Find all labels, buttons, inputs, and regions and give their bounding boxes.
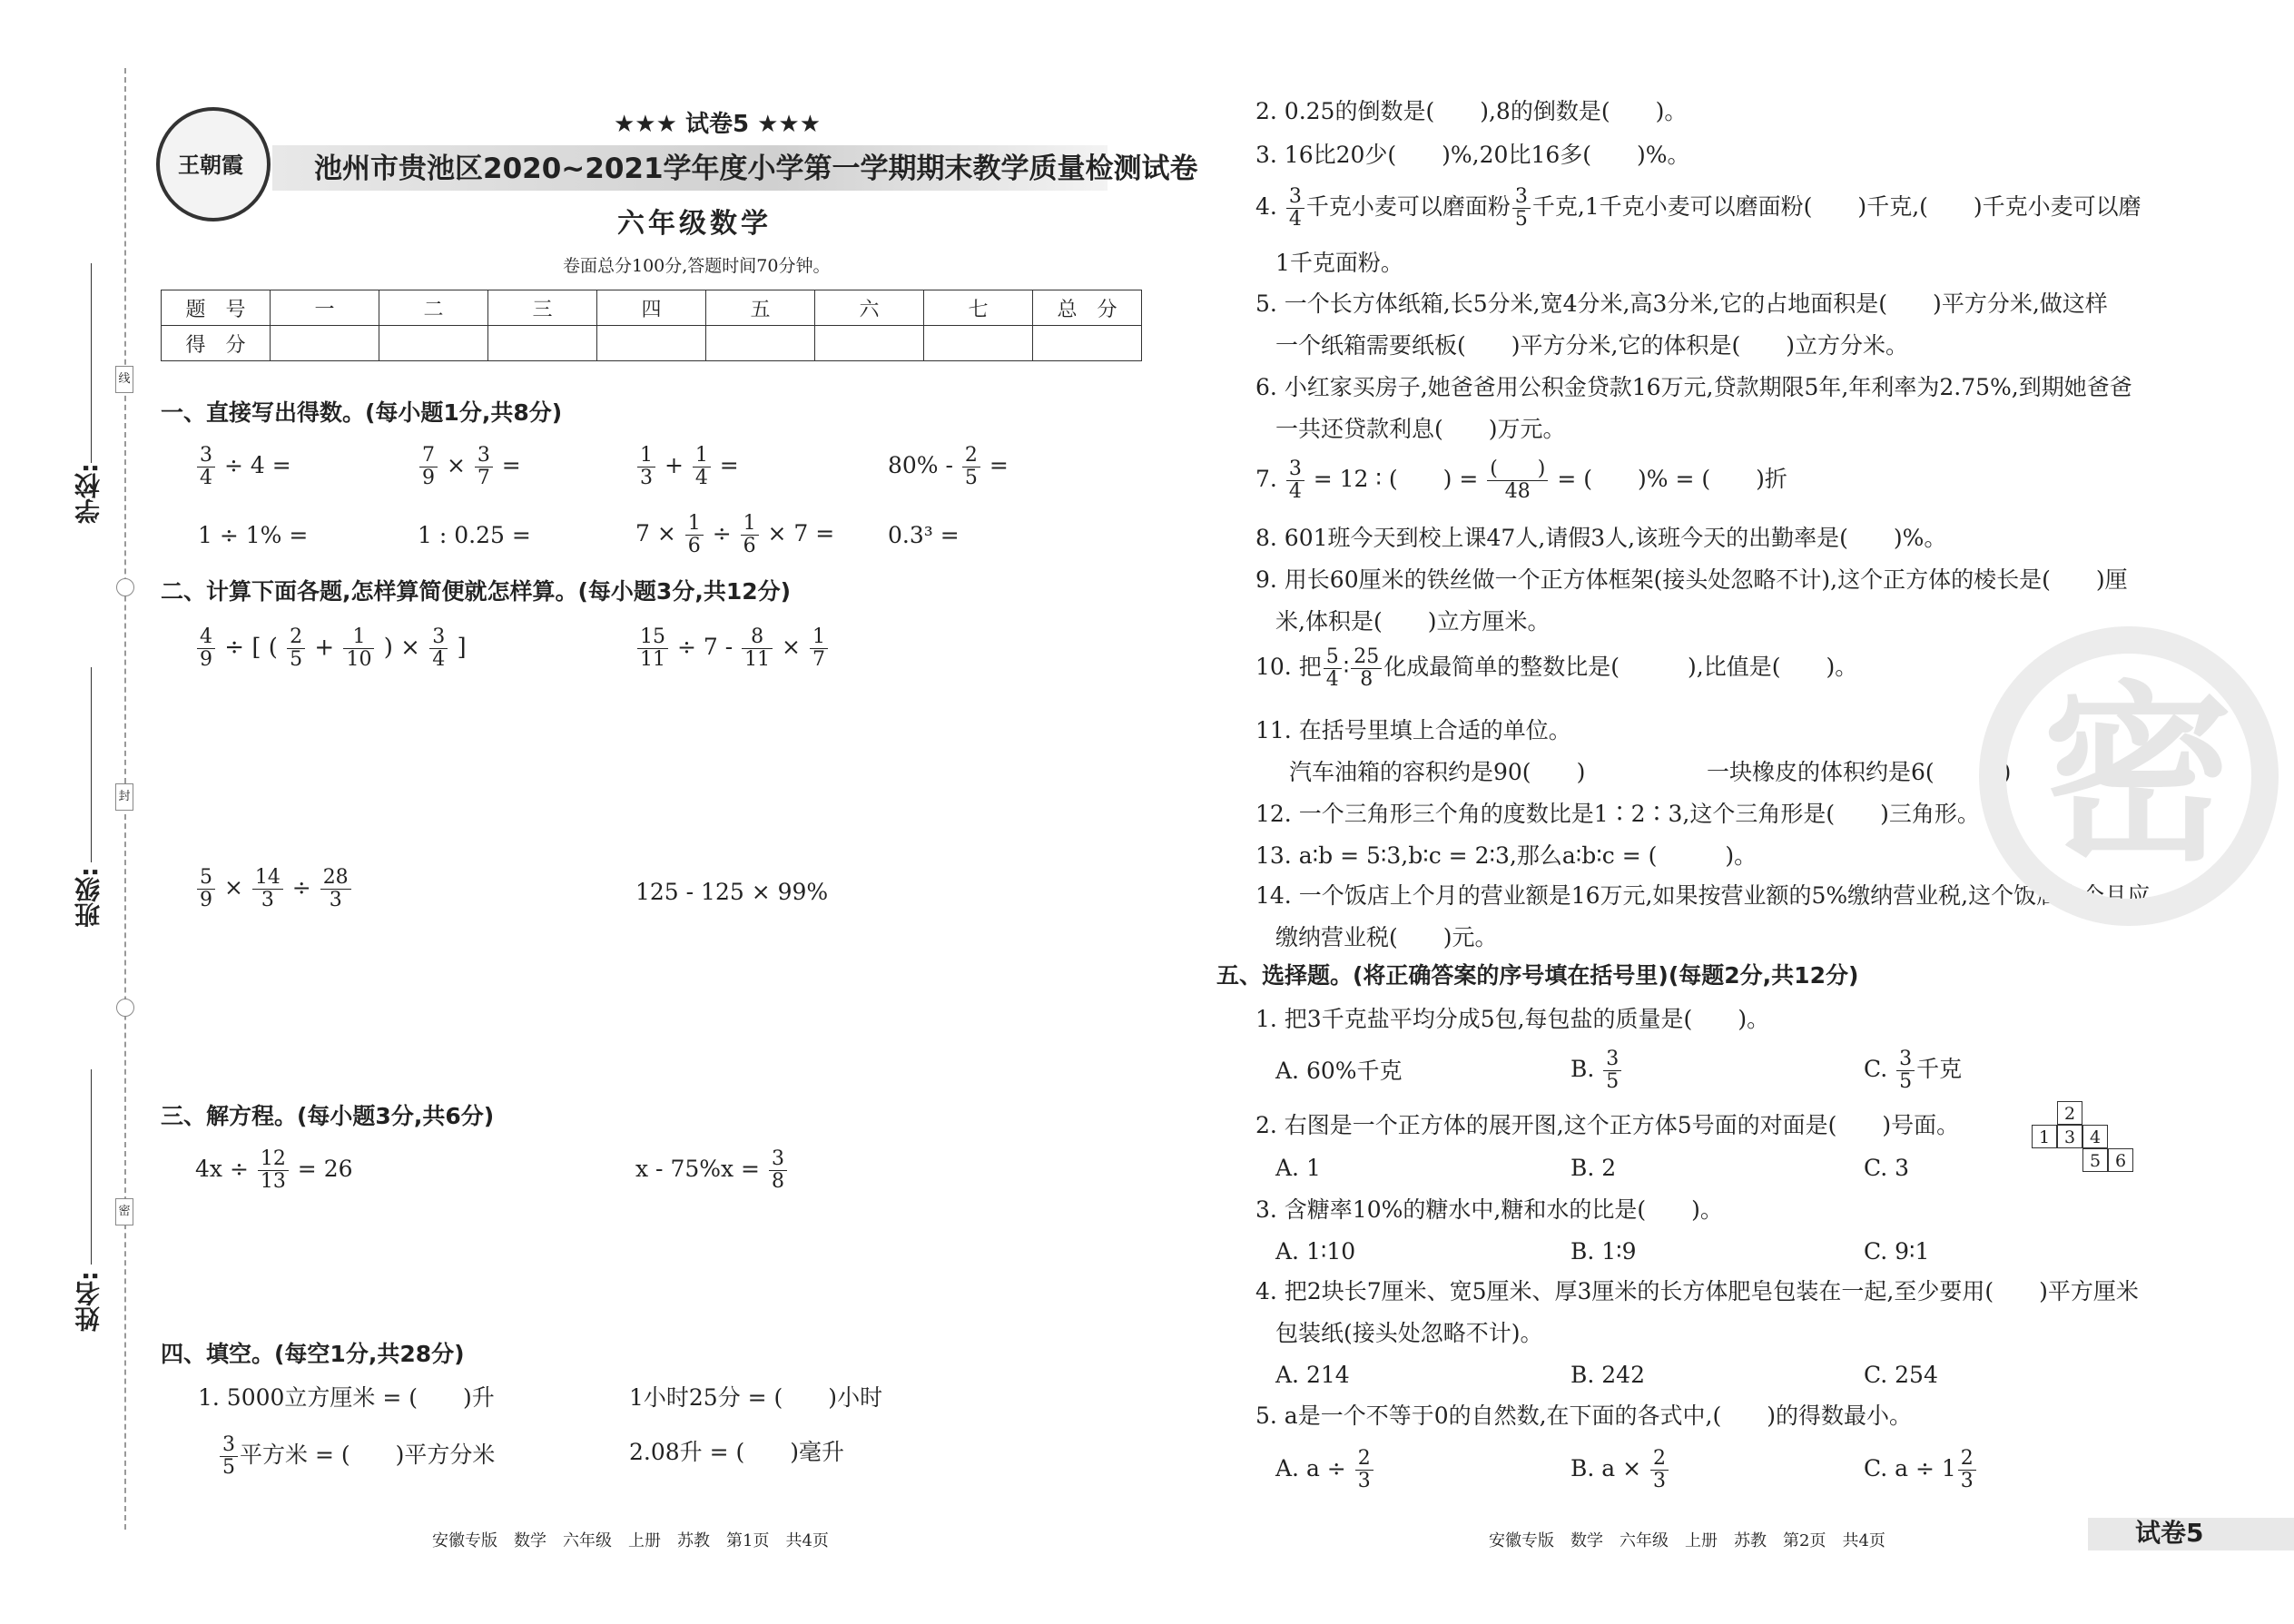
fill-item: 6. 小红家买房子,她爸爸用公积金贷款16万元,贷款期限5年,年利率为2.75%,到期她爸爸 <box>1255 374 2132 400</box>
fill-item: 13. a∶b = 5∶3,b∶c = 2∶3,那么a∶b∶c = ( )。 <box>1255 842 1757 869</box>
choice-option[interactable]: B. 1∶9 <box>1570 1238 1637 1265</box>
fill-item-text: 平方米 = ( )平方分米 <box>240 1442 496 1468</box>
page-footer-left: 安徽专版 数学 六年级 上册 苏教 第1页 共4页 <box>432 1531 829 1550</box>
school-label: 学校: <box>74 463 103 525</box>
score-table <box>161 290 1142 361</box>
choice-option[interactable]: A. 214 <box>1275 1362 1350 1388</box>
choice-question: 3. 含糖率10%的糖水中,糖和水的比是( )。 <box>1255 1196 1723 1223</box>
section-1-title: 一、直接写出得数。(每小题1分,共8分) <box>161 399 563 426</box>
score-cell[interactable] <box>271 326 379 361</box>
section-5-title: 五、选择题。(将正确答案的序号填在括号里)(每题2分,共12分) <box>1216 962 1859 989</box>
section-4-title: 四、填空。(每空1分,共28分) <box>161 1341 465 1367</box>
exam-title: 池州市贵池区2020~2021学年度小学第一学期期末教学质量检测试卷 <box>314 153 1198 185</box>
choice-question: 1. 把3千克盐平均分成5包,每包盐的质量是( )。 <box>1255 1006 1770 1032</box>
calc-item: $\frac{7}{9}$ × $\frac{3}{7}$ = <box>418 445 521 489</box>
score-cell[interactable] <box>488 326 597 361</box>
score-header: 四 <box>597 290 706 326</box>
class-line <box>91 667 92 862</box>
fill-item: $\frac{3}{5}$ 平方米 = ( )平方分米 <box>218 1434 495 1479</box>
equation-item: 4x ÷ $\frac{12}{13}$ = 26 <box>195 1147 353 1193</box>
fill-item: 2.08升 = ( )毫升 <box>629 1439 845 1465</box>
fill-item: 2. 0.25的倒数是( ),8的倒数是( )。 <box>1255 98 1688 124</box>
choice-question: 5. a是一个不等于0的自然数,在下面的各式中,( )的得数最小。 <box>1255 1403 1913 1429</box>
cube-face: 3 <box>2057 1125 2082 1148</box>
score-cell[interactable] <box>924 326 1033 361</box>
choice-option[interactable]: C. 254 <box>1864 1362 1938 1388</box>
page-footer-right: 安徽专版 数学 六年级 上册 苏教 第2页 共4页 <box>1489 1531 1885 1550</box>
score-header: 总 分 <box>1033 290 1142 326</box>
choice-option[interactable]: A. 1 <box>1275 1155 1321 1181</box>
fill-item: 一个纸箱需要纸板( )平方分米,它的体积是( )立方分米。 <box>1275 332 1908 359</box>
fill-item: 4. $\frac{3}{4}$ 千克小麦可以磨面粉 $\frac{3}{5}$ 千克,1千克小麦可以磨面粉( )千克,( )千克小麦可以磨 <box>1255 185 2141 231</box>
calc-item: 1 ÷ 1% = <box>198 522 309 548</box>
fill-item: 7. $\frac{3}{4}$ = 12 ∶ ( ) = ( ) 48 = ( )% = ( )折 <box>1255 458 1787 503</box>
calc-item: 7 × $\frac{1}{6}$ ÷ $\frac{1}{6}$ × 7 = <box>635 512 835 557</box>
score-cell[interactable] <box>1033 326 1142 361</box>
name-label: 姓名: <box>74 1271 103 1333</box>
fill-item: 1小时25分 = ( )小时 <box>629 1384 883 1411</box>
score-header: 五 <box>706 290 815 326</box>
cube-face: 2 <box>2057 1101 2082 1125</box>
subject-title: 六年级数学 <box>617 208 772 240</box>
fill-item: 一块橡皮的体积约是6( ) <box>1707 759 2012 785</box>
fill-item: 米,体积是( )立方厘米。 <box>1275 608 1551 635</box>
score-header: 二 <box>379 290 488 326</box>
choice-option[interactable]: B. $\frac{3}{5}$ <box>1570 1048 1623 1093</box>
score-header: 七 <box>924 290 1033 326</box>
calc-item: $\frac{1}{3}$ + $\frac{1}{4}$ = <box>635 445 739 489</box>
choice-option[interactable]: B. a × $\frac{2}{3}$ <box>1570 1448 1670 1492</box>
choice-option[interactable]: C. 9∶1 <box>1864 1238 1930 1265</box>
fill-item: 1. 5000立方厘米 = ( )升 <box>198 1384 495 1411</box>
choice-question: 包装纸(接头处忽略不计)。 <box>1275 1320 1543 1346</box>
fill-item: 9. 用长60厘米的铁丝做一个正方体框架(接头处忽略不计),这个正方体的棱长是( )厘 <box>1255 566 2128 593</box>
cube-face: 1 <box>2032 1125 2057 1148</box>
binding-mark-secret: 密 <box>115 1198 133 1225</box>
fill-item: 5. 一个长方体纸箱,长5分米,宽4分米,高3分米,它的占地面积是( )平方分米,做这样 <box>1255 290 2108 317</box>
choice-question: 4. 把2块长7厘米、宽5厘米、厚3厘米的长方体肥皂包装在一起,至少要用( )平方厘米 <box>1255 1278 2139 1304</box>
fill-item: 8. 601班今天到校上课47人,请假3人,该班今天的出勤率是( )%。 <box>1255 525 1947 551</box>
footer-tag: 试卷5 <box>2135 1518 2204 1548</box>
choice-option[interactable]: A. 60%千克 <box>1275 1058 1403 1084</box>
section-3-title: 三、解方程。(每小题3分,共6分) <box>161 1103 495 1129</box>
calc-item: 80% - $\frac{2}{5}$ = <box>888 444 1009 489</box>
calc-item: 125 - 125 × 99% <box>635 879 829 905</box>
choice-question: 2. 右图是一个正方体的展开图,这个正方体5号面的对面是( )号面。 <box>1255 1112 1960 1138</box>
equation-item: x - 75%x = $\frac{3}{8}$ <box>635 1148 789 1193</box>
cube-face: 5 <box>2082 1148 2108 1172</box>
fill-item: 3. 16比20少( )%,20比16多( )%。 <box>1255 142 1690 168</box>
calc-item: $\frac{15}{11}$ ÷ 7 - $\frac{8}{11}$ × $\frac{1}{7}$ <box>635 626 830 671</box>
exam-info: 卷面总分100分,答题时间70分钟。 <box>563 256 831 276</box>
choice-option[interactable]: C. $\frac{3}{5}$ 千克 <box>1864 1048 1963 1093</box>
section-2-title: 二、计算下面各题,怎样算简便就怎样算。(每小题3分,共12分) <box>161 578 792 605</box>
score-header: 三 <box>488 290 597 326</box>
fill-item: 1千克面粉。 <box>1275 250 1403 276</box>
calc-item: $\frac{4}{9}$ ÷ [ ( $\frac{2}{5}$ + $\frac{1}{10}$ ) × $\frac{3}{4}$ ] <box>195 626 467 671</box>
choice-option[interactable]: C. a ÷ 1 $\frac{2}{3}$ <box>1864 1448 1978 1492</box>
class-label: 班级: <box>74 867 103 929</box>
fill-item: 14. 一个饭店上个月的营业额是16万元,如果按营业额的5%缴纳营业税,这个饭店上个月应 <box>1255 882 2151 909</box>
calc-item: 0.3³ = <box>888 522 960 548</box>
score-header: 题 号 <box>162 290 271 326</box>
choice-option[interactable]: B. 242 <box>1570 1362 1645 1388</box>
choice-option[interactable]: B. 2 <box>1570 1155 1617 1181</box>
calc-item: $\frac{5}{9}$ × $\frac{14}{3}$ ÷ $\frac{28}{3}$ <box>195 867 353 911</box>
binding-mark-seal: 封 <box>115 783 133 811</box>
fill-item: 12. 一个三角形三个角的度数比是1∶2∶3,这个三角形是( )三角形。 <box>1255 801 1980 827</box>
binding-circle-1 <box>116 578 134 596</box>
school-line <box>91 263 92 463</box>
paper-number: ★★★ 试卷5 ★★★ <box>614 111 822 138</box>
binding-mark-line: 线 <box>115 366 133 393</box>
name-line <box>91 1069 92 1265</box>
score-cell[interactable] <box>815 326 924 361</box>
secret-watermark-text: 密 <box>2043 664 2234 887</box>
score-cell[interactable] <box>597 326 706 361</box>
calc-item: 1 : 0.25 = <box>418 522 531 548</box>
calc-item: $\frac{3}{4}$ ÷ 4 = <box>195 445 291 489</box>
fill-item: 11. 在括号里填上合适的单位。 <box>1255 717 1571 743</box>
fill-item: 一共还贷款利息( )万元。 <box>1275 416 1566 442</box>
score-cell: 得 分 <box>162 326 271 361</box>
cube-face: 4 <box>2082 1125 2108 1148</box>
fill-item: 汽车油箱的容积约是90( ) <box>1289 759 1586 785</box>
fill-item: 10. 把 $\frac{5}{4}$ ∶ $\frac{25}{8}$ 化成最简单的整数比是( ),比值是( )。 <box>1255 645 1858 691</box>
choice-option[interactable]: C. 3 <box>1864 1155 1910 1181</box>
fill-item: 缴纳营业税( )元。 <box>1275 924 1498 950</box>
score-cell[interactable] <box>706 326 815 361</box>
score-header: 一 <box>271 290 379 326</box>
binding-circle-2 <box>116 999 134 1017</box>
score-cell[interactable] <box>379 326 488 361</box>
brand-logo-text: 王朝霞 <box>178 153 243 178</box>
choice-option[interactable]: A. 1∶10 <box>1275 1238 1356 1265</box>
score-header: 六 <box>815 290 924 326</box>
choice-option[interactable]: A. a ÷ $\frac{2}{3}$ <box>1275 1448 1375 1492</box>
cube-face: 6 <box>2108 1148 2133 1172</box>
